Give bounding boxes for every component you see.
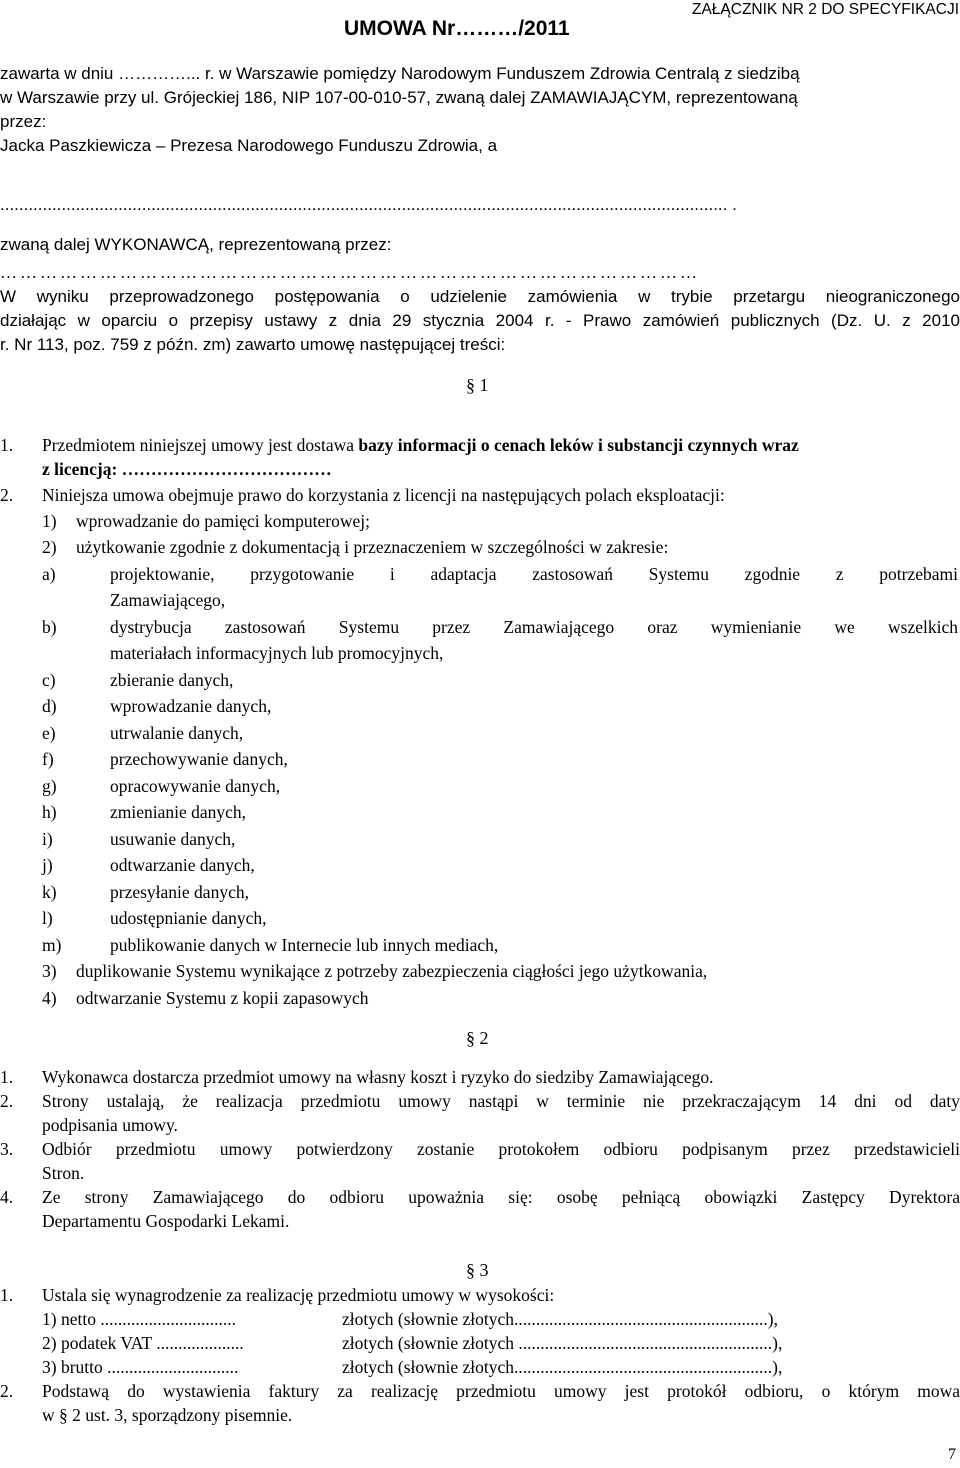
list-item-text: odtwarzanie danych, [110,855,255,875]
list-item-text: projektowanie, przygotowanie i adaptacja zastosowań Systemu zgodnie z potrzebami [110,564,958,584]
list-item-text: wprowadzanie danych, [110,696,272,716]
list-item-text: dystrybucja zastosowań Systemu przez Zamawiającego oraz wymienianie we wszelkich [110,617,958,637]
list-item-text: duplikowanie Systemu wynikające z potrzeby zabezpieczenia ciągłości jego użytkowania, [76,961,708,981]
list-item-letter: j) [42,855,53,875]
point-text: Odbiór przedmiotu umowy potwierdzony zostanie protokołem odbioru podpisanym przez przedstawicieli [42,1139,960,1159]
point-number: 1. [0,1067,14,1087]
point-number: 2. [0,1091,14,1111]
list-item-letter: d) [42,696,57,716]
list-item-content [42,508,370,534]
list-item-number: 1) [42,511,57,531]
intro-line: Jacka Paszkiewicza – Prezesa Narodowego Funduszu Zdrowia, a [0,136,498,155]
section-3-heading: § 3 [466,1260,489,1280]
amount-words: złotych (słownie złotych...........................................................), [342,1357,783,1377]
list-item-content [42,958,707,984]
list-item-content [42,534,668,560]
list-item-text: wprowadzanie do pamięci komputerowej; [76,511,370,531]
list-item-content [42,667,233,693]
contractor-line: zwaną dalej WYKONAWCĄ, reprezentowaną przez: [0,235,392,254]
point-number: 1. [0,1285,14,1305]
list-item-text: użytkowanie zgodnie z dokumentacją i przeznaczeniem w szczególności w zakresie: [76,537,669,557]
amount-label: 3) brutto .............................. [42,1357,239,1377]
preamble-line: W wyniku przeprowadzonego postępowania o udzielenie zamówienia w trybie przetargu nieograniczonego [0,287,960,306]
list-item-content [42,773,280,799]
amount-label: 2) podatek VAT .................... [42,1333,244,1353]
point-text: Ustala się wynagrodzenie za realizację przedmiotu umowy w wysokości: [42,1285,555,1305]
list-item-letter: h) [42,802,57,822]
point-number: 2. [0,485,14,505]
list-item-text: utrwalanie danych, [110,723,244,743]
point-text: podpisania umowy. [42,1115,178,1135]
point-text-bold: z licencją: ……………………………… [42,459,332,479]
point-text-wrap [42,432,799,458]
list-item-letter: k) [42,882,57,902]
intro-line: przez: [0,112,47,131]
list-item-text: Zamawiającego, [110,590,226,610]
list-item-text: zbieranie danych, [110,670,234,690]
list-item-content [42,826,235,852]
list-item-letter: i) [42,829,53,849]
point-number: 2. [0,1381,14,1401]
list-item-content [42,932,498,958]
list-item-text: przesyłanie danych, [110,882,249,902]
list-item-number: 4) [42,988,57,1008]
list-item-text: zmienianie danych, [110,802,247,822]
list-item-text: opracowywanie danych, [110,776,281,796]
point-text: Wykonawca dostarcza przedmiot umowy na własny koszt i ryzyko do siedziby Zamawiającego. [42,1067,714,1087]
contract-title: UMOWA Nr………/2011 [344,17,570,40]
annex-label: ZAŁĄCZNIK NR 2 DO SPECYFIKACJI [692,1,959,18]
amount-words: złotych (słownie złotych..........................................................), [342,1309,778,1329]
point-text: Podstawą do wystawienia faktury za realizację przedmiotu umowy jest protokół odbioru, o którym mowa [42,1381,960,1401]
list-item-text: publikowanie danych w Internecie lub innych mediach, [110,935,499,955]
list-item-text: przechowywanie danych, [110,749,288,769]
point-number: 4. [0,1187,14,1207]
point-number: 1. [0,435,14,455]
list-item-content [42,879,249,905]
section-1-heading: § 1 [466,375,489,395]
list-item-letter: c) [42,670,56,690]
list-item-content [42,852,255,878]
preamble-line: działając w oparciu o przepisy ustawy z dnia 29 stycznia 2004 r. - Prawo zamówień publicznych (Dz. U. z 2010 [0,311,960,330]
list-item-letter: f) [42,749,54,769]
amount-label: 1) netto ............................... [42,1309,236,1329]
list-item-content [42,693,271,719]
list-item-letter: g) [42,776,57,796]
list-item-letter: m) [42,935,62,955]
point-text: Ze strony Zamawiającego do odbioru upoważnia się: osobę pełniącą obowiązki Zastępcy Dyrektora [42,1187,960,1207]
point-number: 3. [0,1139,14,1159]
point-text: w § 2 ust. 3, sporządzony pisemnie. [42,1405,293,1425]
point-text: Strony ustalają, że realizacja przedmiotu umowy nastąpi w terminie nie przekraczającym 14 dni od daty [42,1091,960,1111]
preamble [0,285,960,357]
list-item-letter: e) [42,723,56,743]
list-item-letter: a) [42,564,56,584]
list-item-content [42,561,958,587]
intro-block [0,62,960,158]
section-2-heading: § 2 [466,1028,489,1048]
point-text-bold: bazy informacji o cenach leków i substancji czynnych wraz [358,435,799,455]
list-item-content [42,985,369,1011]
list-item-content [42,799,246,825]
contractor-dots: .......................................................................................................................................................... . [0,195,737,214]
list-item-letter: l) [42,908,53,928]
representative-dots: …………………………………………………………………………………………… [0,263,700,282]
list-item-content [42,720,243,746]
list-item-text: udostępnianie danych, [110,908,267,928]
intro-line: w Warszawie przy ul. Grójeckiej 186, NIP 107-00-010-57, zwaną dalej ZAMAWIAJĄCYM, reprezentowaną [0,88,798,107]
list-item-content [42,746,288,772]
point-text: Niniejsza umowa obejmuje prawo do korzystania z licencji na następujących polach eksploatacji: [42,485,725,505]
list-item-text: odtwarzanie Systemu z kopii zapasowych [76,988,369,1008]
list-item-text: materiałach informacyjnych lub promocyjnych, [110,643,444,663]
point-text: Przedmiotem niniejszej umowy jest dostawa [42,435,355,455]
point-text: Departamentu Gospodarki Lekami. [42,1211,290,1231]
list-item-content [42,905,266,931]
intro-line: zawarta w dniu …………... r. w Warszawie pomiędzy Narodowym Funduszem Zdrowia Centralą z siedzibą [0,64,800,83]
list-item-letter: b) [42,617,57,637]
page-number: 7 [948,1446,956,1463]
list-item-text: usuwanie danych, [110,829,236,849]
list-item-number: 3) [42,961,57,981]
amount-words: złotych (słownie złotych ..........................................................), [342,1333,783,1353]
list-item-number: 2) [42,537,57,557]
list-item-content [42,614,958,640]
preamble-line: r. Nr 113, poz. 759 z późn. zm) zawarto umowę następującej treści: [0,335,506,354]
point-text: Stron. [42,1163,85,1183]
